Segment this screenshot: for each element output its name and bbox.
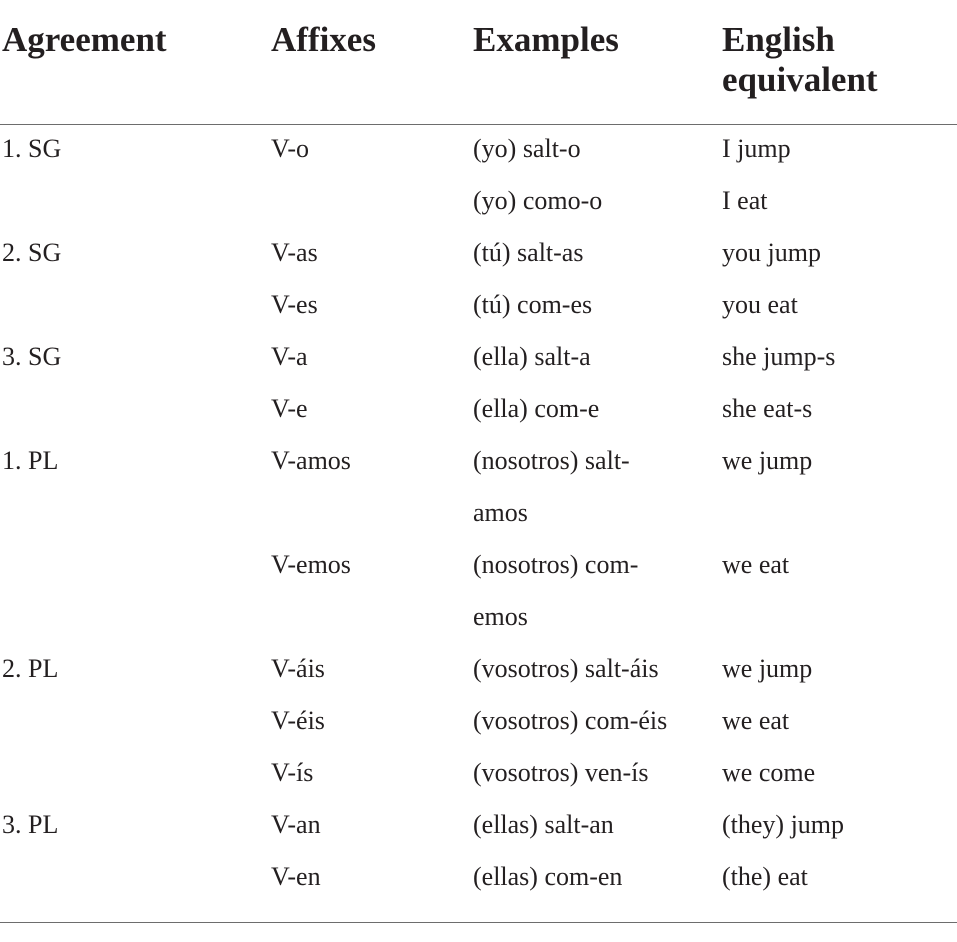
header-english-equivalent: English equivalent: [722, 20, 878, 99]
english-cell: I eat: [722, 186, 768, 215]
table-row: [0, 695, 957, 747]
example-cell: (vosotros) salt-áis: [473, 654, 659, 683]
affix-cell: V-emos: [271, 550, 351, 579]
table-row: [0, 591, 957, 643]
example-cell: (yo) como-o: [473, 186, 603, 215]
example-cell: (vosotros) ven-ís: [473, 758, 649, 787]
english-cell: you jump: [722, 238, 821, 267]
example-cell: (nosotros) salt-: [473, 446, 630, 475]
header-examples: Examples: [473, 20, 619, 59]
agreement-cell: 1. PL: [2, 446, 59, 475]
table-row: [0, 643, 957, 695]
table-row: [0, 123, 957, 175]
english-cell: she eat-s: [722, 394, 813, 423]
english-cell: we come: [722, 758, 816, 787]
table-row: [0, 175, 957, 227]
affix-cell: V-as: [271, 238, 318, 267]
english-cell: we eat: [722, 550, 790, 579]
example-cell: (ella) salt-a: [473, 342, 591, 371]
table-row: [0, 383, 957, 435]
affix-cell: V-amos: [271, 446, 351, 475]
english-cell: she jump-s: [722, 342, 836, 371]
agreement-cell: 3. SG: [2, 342, 62, 371]
table-row: [0, 331, 957, 383]
english-cell: we eat: [722, 706, 790, 735]
agreement-cell: 1. SG: [2, 134, 62, 163]
example-cell: (tú) salt-as: [473, 238, 584, 267]
example-cell: (ellas) salt-an: [473, 810, 614, 839]
affix-cell: V-e: [271, 394, 308, 423]
affix-cell: V-áis: [271, 654, 325, 683]
affix-cell: V-o: [271, 134, 310, 163]
header-affixes: Affixes: [271, 20, 376, 59]
table-row: [0, 851, 957, 903]
table-row: [0, 539, 957, 591]
table-row: [0, 799, 957, 851]
english-cell: (the) eat: [722, 862, 808, 891]
affix-cell: V-en: [271, 862, 321, 891]
example-cell: (ellas) com-en: [473, 862, 623, 891]
table-row: [0, 487, 957, 539]
affix-cell: V-an: [271, 810, 321, 839]
example-cell: (yo) salt-o: [473, 134, 581, 163]
table-bottom-rule: [0, 922, 957, 923]
english-cell: I jump: [722, 134, 791, 163]
affix-cell: V-ís: [271, 758, 314, 787]
table-row: [0, 435, 957, 487]
agreement-cell: 2. PL: [2, 654, 59, 683]
affix-cell: V-éis: [271, 706, 325, 735]
example-cell: (vosotros) com-éis: [473, 706, 668, 735]
example-cell: (nosotros) com-: [473, 550, 639, 579]
english-cell: we jump: [722, 654, 813, 683]
header-agreement: Agreement: [2, 20, 167, 59]
affix-cell: V-a: [271, 342, 308, 371]
table-row: [0, 279, 957, 331]
table-row: [0, 227, 957, 279]
example-cell: emos: [473, 602, 528, 631]
english-cell: (they) jump: [722, 810, 845, 839]
affix-cell: V-es: [271, 290, 318, 319]
example-cell: (tú) com-es: [473, 290, 593, 319]
agreement-cell: 2. SG: [2, 238, 62, 267]
english-cell: you eat: [722, 290, 798, 319]
agreement-cell: 3. PL: [2, 810, 59, 839]
table-row: [0, 747, 957, 799]
example-cell: (ella) com-e: [473, 394, 600, 423]
english-cell: we jump: [722, 446, 813, 475]
example-cell: amos: [473, 498, 528, 527]
